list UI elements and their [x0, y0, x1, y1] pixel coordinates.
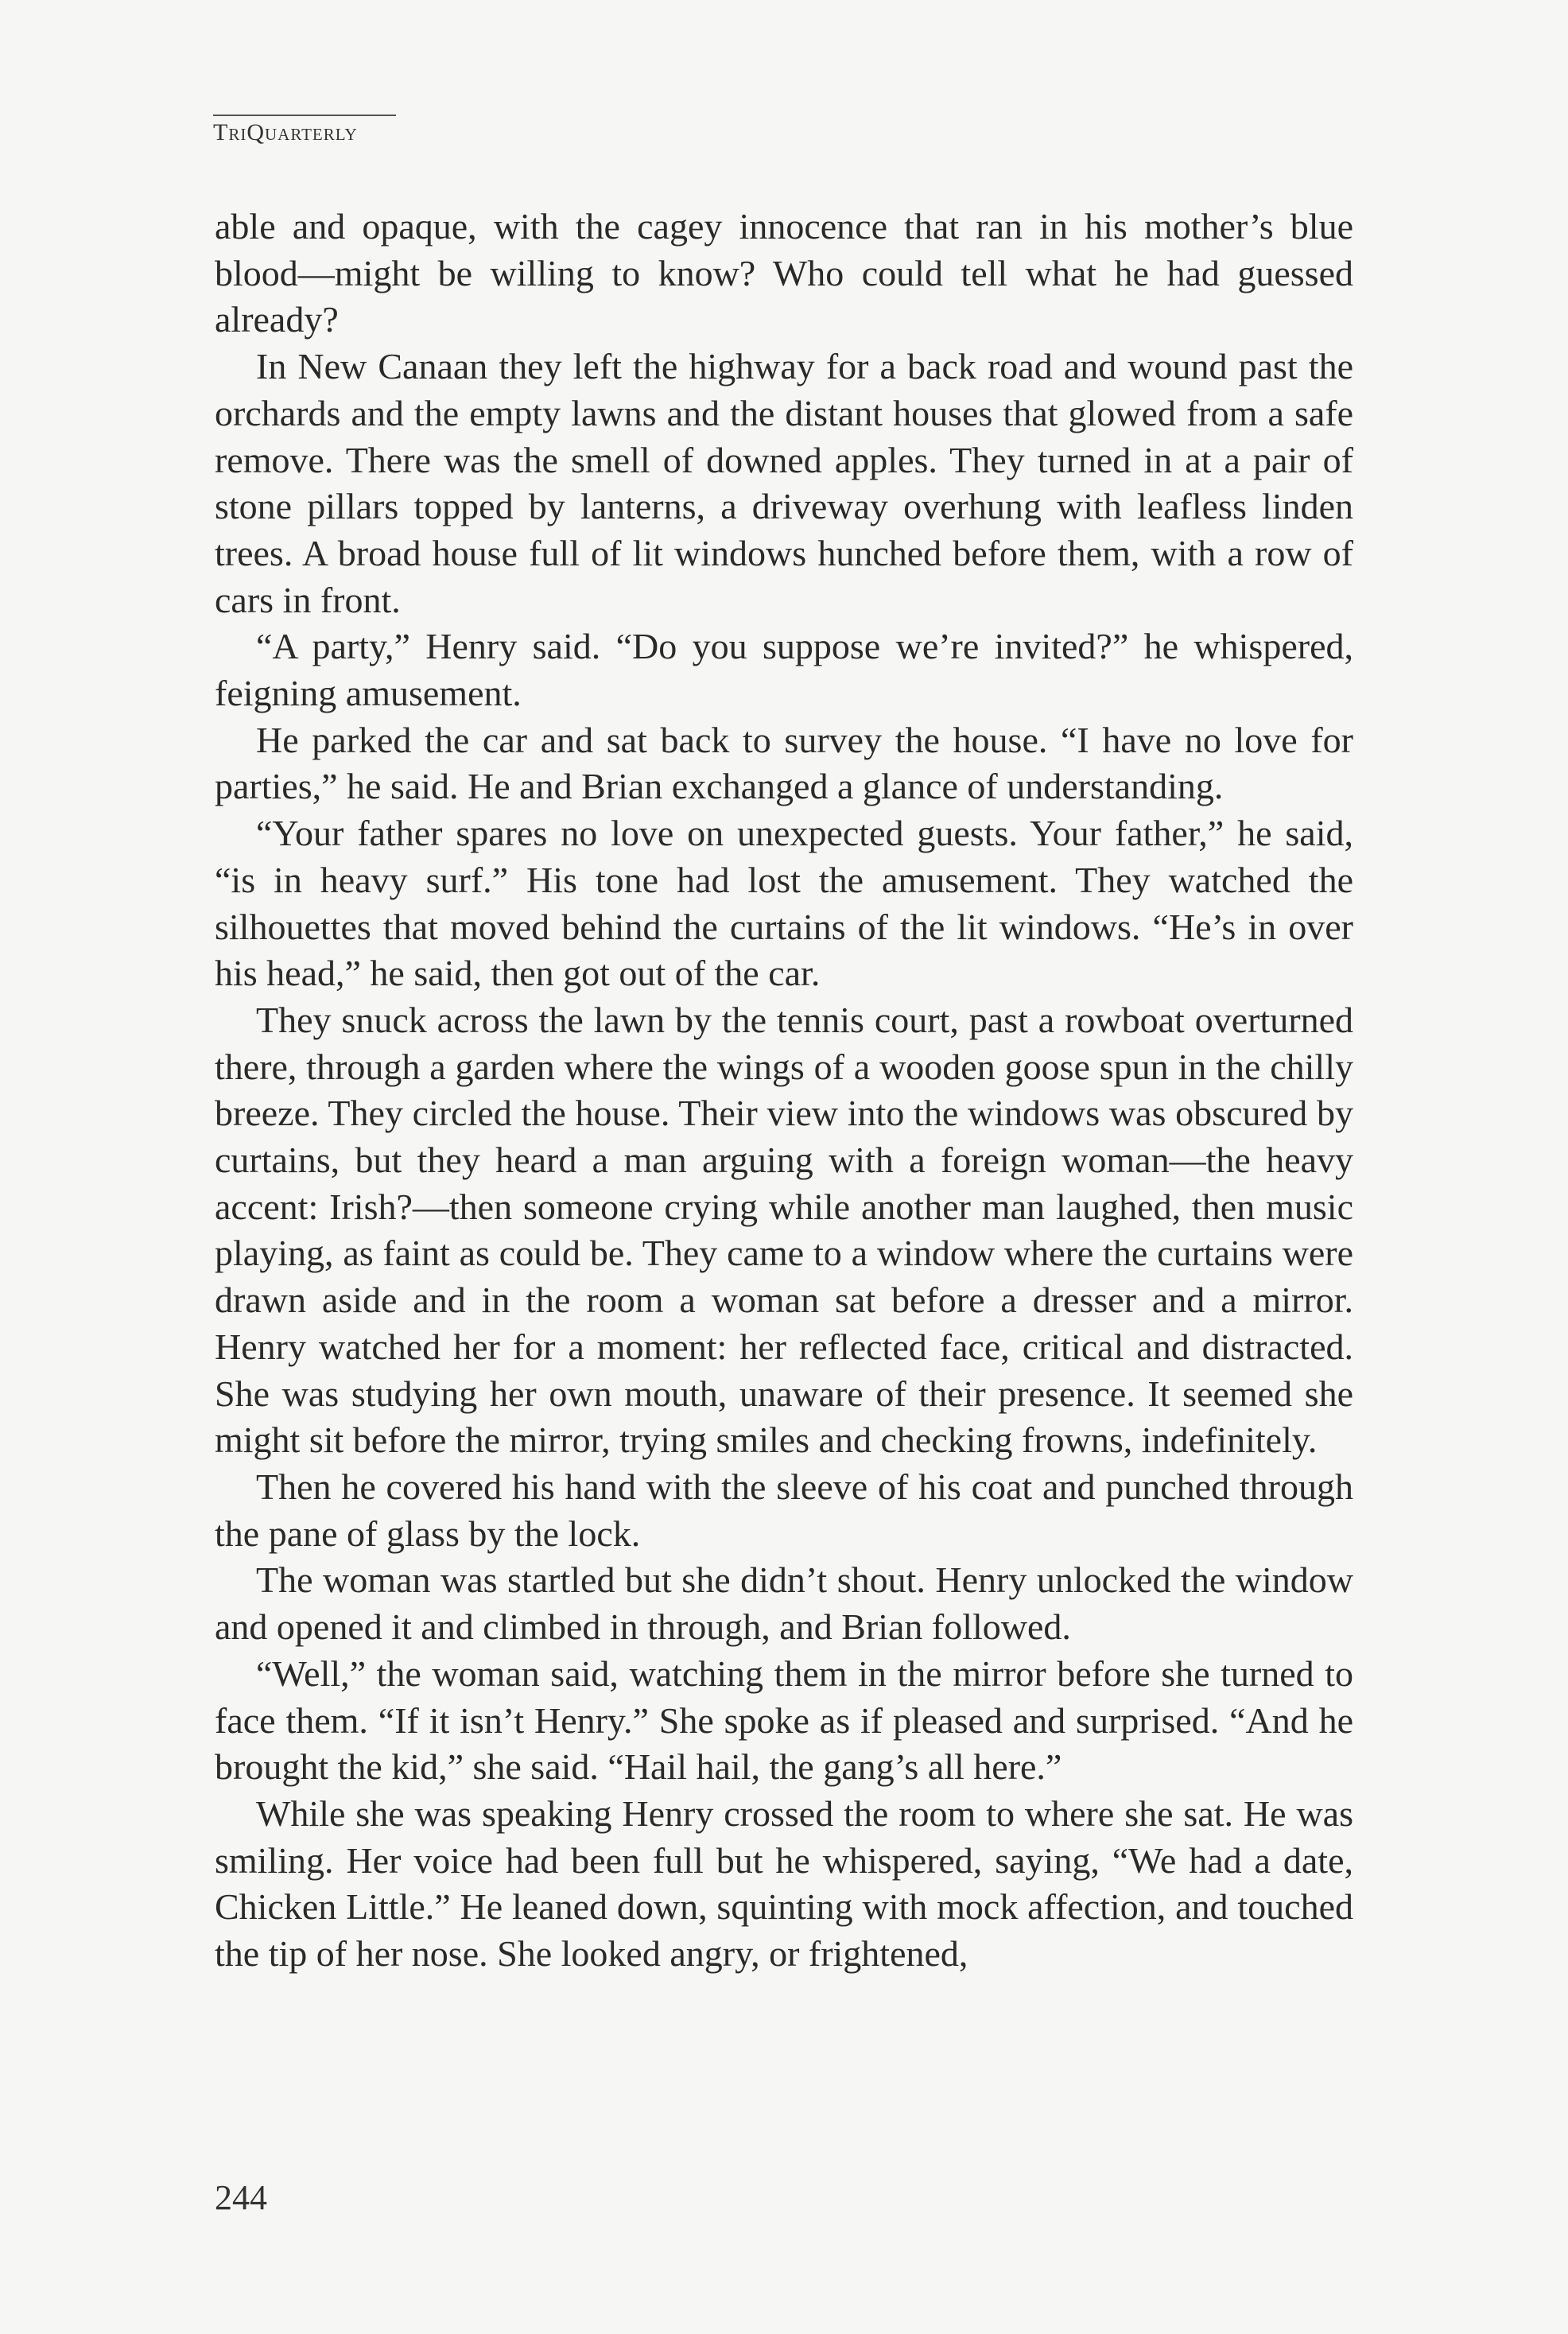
running-head-rule [213, 115, 396, 116]
paragraph: While she was speaking Henry crossed the room to where she sat. He was smiling. Her voice had been full but he whispered, saying, “We had a date, Chicken Little.” He leaned down, squinting with mock affection, and touched the tip of her nose. She looked angry, or frightened, [215, 1792, 1353, 1975]
paragraph: able and opaque, with the cagey innocence that ran in his mother’s blue blood—might be willing to know? Who could tell what he had guessed already? [215, 206, 1353, 340]
page-number: 244 [215, 2178, 267, 2217]
paragraph: “Well,” the woman said, watching them in the mirror before she turned to face them. “If it isn’t Henry.” She spoke as if pleased and surprised. “And he brought the kid,” she said. “Hail hail, the gang’s all here.” [215, 1652, 1353, 1788]
body-text [215, 204, 1353, 1978]
paragraph: The woman was startled but she didn’t shout. Henry unlocked the window and opened it and climbed in through, and Brian followed. [215, 1559, 1353, 1648]
paragraph: They snuck across the lawn by the tennis court, past a rowboat overturned there, through a garden where the wings of a wooden goose spun in the chilly breeze. They circled the house. Their view into the windows was obscured by curtains, but they heard a man arguing with a foreign woman—the heavy accent: Irish?—then someone crying while another man laughed, then music playing, as faint as could be. They came to a window where the curtains were drawn aside and in the room a woman sat before a dresser and a mirror. Henry watched her for a moment: her reflected face, critical and distracted. She was studying her own mouth, unaware of their presence. It seemed she might sit before the mirror, trying smiles and checking frowns, indefinitely. [215, 999, 1353, 1461]
paragraph: He parked the car and sat back to survey the house. “I have no love for parties,” he said. He and Brian exchanged a glance of understanding. [215, 719, 1353, 807]
paragraph: “Your father spares no love on unexpected guests. Your father,” he said, “is in heavy surf.” His tone had lost the amusement. They watched the silhouettes that moved behind the curtains of the lit windows. “He’s in over his head,” he said, then got out of the car. [215, 813, 1353, 994]
paragraph: In New Canaan they left the highway for a back road and wound past the orchards and the empty lawns and the distant houses that glowed from a safe remove. There was the smell of downed apples. They turned in at a pair of stone pillars topped by lanterns, a driveway overhung with leafless linden trees. A broad house full of lit windows hunched before them, with a row of cars in front. [215, 346, 1353, 620]
paragraph: Then he covered his hand with the sleeve of his coat and punched through the pane of glass by the lock. [215, 1466, 1353, 1554]
paragraph: “A party,” Henry said. “Do you suppose we’re invited?” he whispered, feigning amusement. [215, 626, 1353, 714]
running-head: TriQuarterly [213, 119, 358, 146]
